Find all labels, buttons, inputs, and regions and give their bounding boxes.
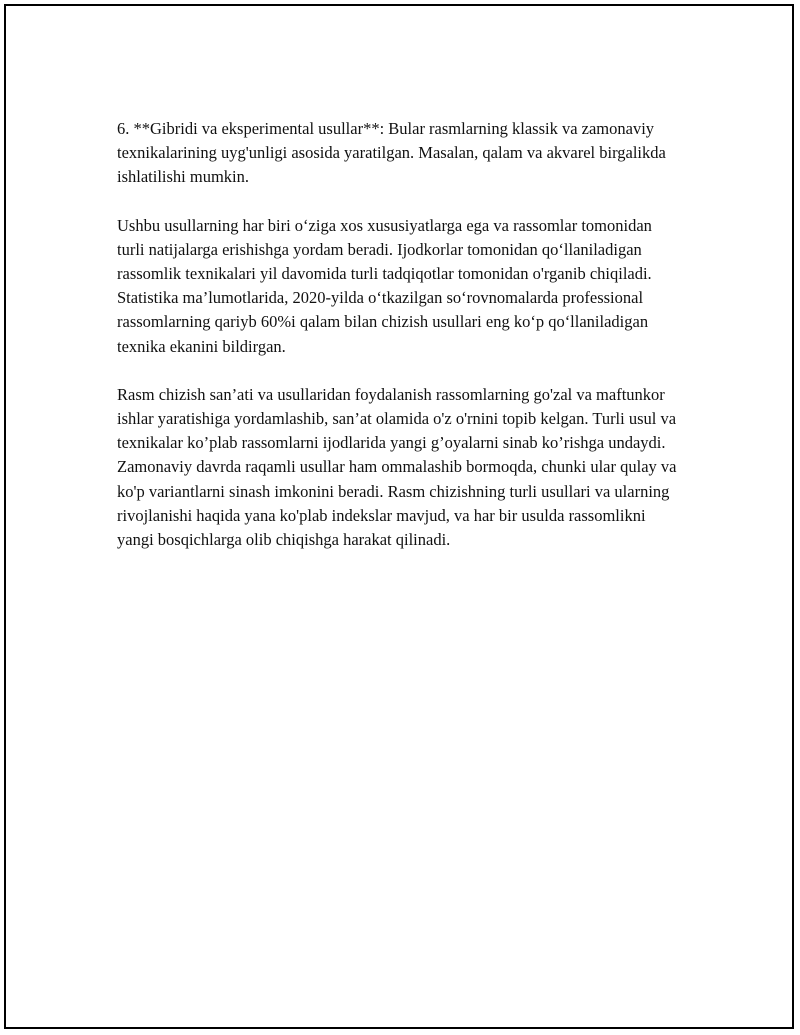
document-body	[117, 117, 677, 576]
paragraph-art-conclusion: Rasm chizish san’ati va usullaridan foydalanish rassomlarning go'zal va maftunkor ishlar yaratishiga yordamlashib, san’at olamida o'z o'rnini topib kelgan. Turli usul va texnikalar ko’plab rassomlarni ijodlarida yangi g’oyalarni sinab ko’rishga undaydi. Zamonaviy davrda raqamli usullar ham ommalashib bormoqda, chunki ular qulay va ko'p variantlarni sinash imkonini beradi. Rasm chizishning turli usullari va ularning rivojlanishi haqida yana ko'plab indekslar mavjud, va har bir usulda rassomlikni yangi bosqichlarga olib chiqishga harakat qilinadi.	[117, 384, 677, 550]
paragraph-hybrid-methods: 6. **Gibridi va eksperimental usullar**: Bular rasmlarning klassik va zamonaviy texnikalarining uyg'unligi asosida yaratilgan. Masalan, qalam va akvarel birgalikda ishlatilishi mumkin.	[117, 119, 666, 187]
paragraph-techniques-statistics: Ushbu usullarning har biri o‘ziga xos xususiyatlarga ega va rassomlar tomonidan turli natijalarga erishishga yordam beradi. Ijodkorlar tomonidan qo‘llaniladigan rassomlik texnikalari yil davomida turli tadqiqotlar tomonidan o'rganib chiqiladi. Statistika ma’lumotlarida, 2020-yilda o‘tkazilgan so‘rovnomalarda professional rassomlarning qariyb 60%i qalam bilan chizish usullari eng ko‘p qo‘llaniladigan texnika ekanini bildirgan.	[117, 215, 652, 356]
